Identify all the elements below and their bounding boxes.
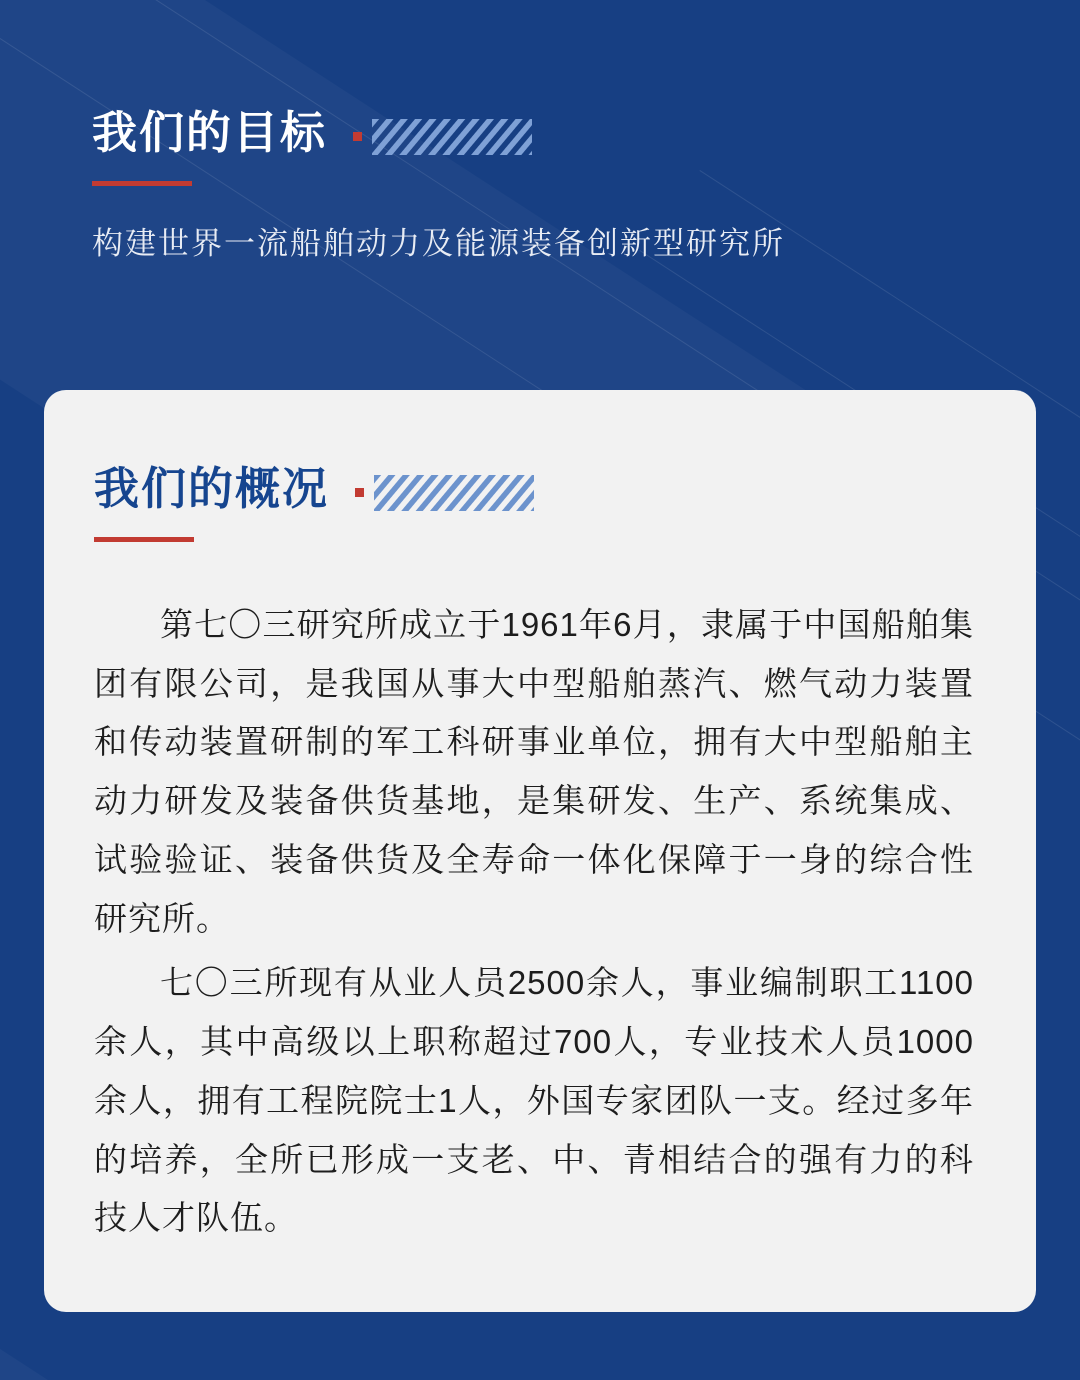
goal-section — [92, 107, 1020, 265]
hatch-stripes-icon — [374, 475, 534, 511]
goal-heading-ornament — [353, 111, 532, 155]
diagonal-line — [0, 1360, 427, 1380]
goal-underline — [92, 181, 192, 186]
overview-heading-ornament — [355, 467, 534, 511]
overview-paragraph: 七〇三所现有从业人员2500余人，事业编制职工1100余人，其中高级以上职称超过700人，专业技术人员1000余人，拥有工程院院士1人，外国专家团队一支。经过多年的培养，全所已形成一支老、中、青相结合的强有力的科技人才队伍。 — [94, 964, 974, 1237]
overview-body — [94, 596, 974, 1248]
overview-card — [44, 390, 1036, 1312]
overview-title: 我们的概况 — [94, 463, 330, 514]
goal-title: 我们的目标 — [92, 107, 328, 158]
overview-underline — [94, 537, 194, 542]
square-dot-icon — [353, 132, 362, 141]
hatch-stripes-icon — [372, 119, 532, 155]
goal-heading — [92, 107, 1020, 158]
square-dot-icon — [355, 488, 364, 497]
goal-subtitle: 构建世界一流船舶动力及能源装备创新型研究所 — [92, 226, 785, 261]
overview-paragraph: 第七〇三研究所成立于1961年6月，隶属于中国船舶集团有限公司，是我国从事大中型船舶蒸汽、燃气动力装置和传动装置研制的军工科研事业单位，拥有大中型船舶主动力研发及装备供货基地，是集研发、生产、系统集成、试验验证、装备供货及全寿命一体化保障于一身的综合性研究所。 — [94, 606, 974, 937]
overview-heading — [94, 463, 974, 514]
